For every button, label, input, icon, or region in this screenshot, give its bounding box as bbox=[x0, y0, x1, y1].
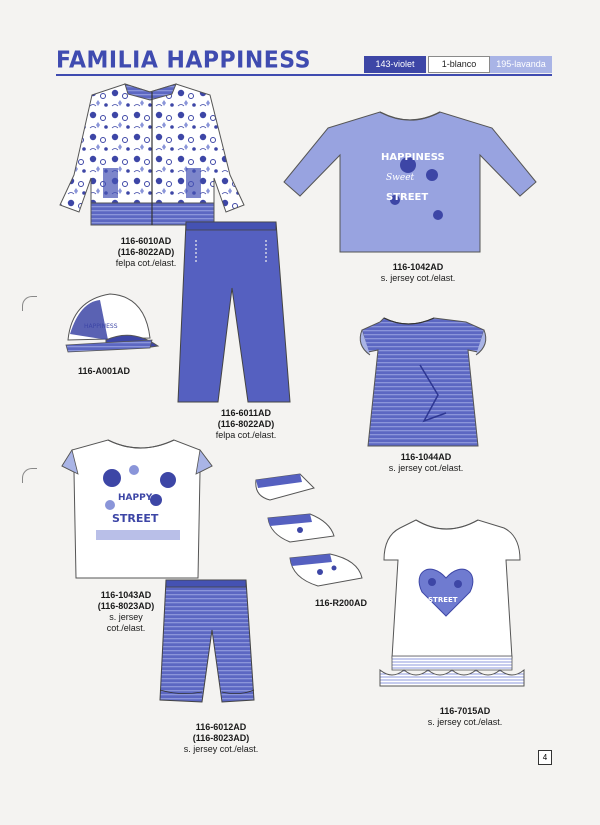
item-code: 116-6011AD bbox=[220, 408, 272, 418]
white-tee-print-street: STREET bbox=[112, 512, 159, 525]
color-swatch-blanco: 1-blanco bbox=[428, 56, 490, 73]
item-code: 116-6010AD bbox=[120, 236, 172, 246]
label-socks bbox=[296, 598, 386, 609]
item-code: 116-1043AD bbox=[100, 590, 152, 600]
item-code-secondary: (116-8022AD) bbox=[217, 419, 275, 429]
dress-illustration bbox=[380, 520, 524, 686]
item-code: 116-R200AD bbox=[314, 598, 368, 608]
white-tee-print-happy: HAPPY bbox=[118, 493, 153, 503]
item-fabric: s. jersey cot./elast. bbox=[380, 273, 456, 283]
color-swatch-violet: 143-violet bbox=[364, 56, 426, 73]
item-code: 116-7015AD bbox=[439, 706, 491, 716]
item-code-secondary: (116-8023AD) bbox=[192, 733, 250, 743]
item-fabric: s. jersey cot./elast. bbox=[388, 463, 464, 473]
white-tee-illustration bbox=[62, 440, 212, 578]
socks-illustration bbox=[256, 474, 362, 586]
item-fabric: s. jersey cot./elast. bbox=[427, 717, 503, 727]
jacket-illustration bbox=[60, 84, 244, 225]
item-fabric: s. jersey cot./elast. bbox=[183, 744, 259, 754]
label-leggings bbox=[166, 722, 276, 755]
label-jacket bbox=[96, 236, 196, 269]
item-code: 116-1044AD bbox=[400, 452, 452, 462]
item-fabric: felpa cot./elast. bbox=[215, 430, 277, 440]
label-dress bbox=[410, 706, 520, 728]
cap-illustration bbox=[66, 294, 158, 352]
item-code-secondary: (116-8022AD) bbox=[117, 247, 175, 257]
label-cap bbox=[64, 366, 144, 377]
label-longsleeve bbox=[358, 262, 478, 284]
item-fabric: s. jersey bbox=[109, 612, 143, 622]
longsleeve-print-street: STREET bbox=[386, 192, 429, 203]
label-ruffle-tee bbox=[366, 452, 486, 474]
label-pants bbox=[196, 408, 296, 441]
color-swatch-lavanda: 195-lavanda bbox=[490, 56, 552, 73]
label-white-tee bbox=[76, 590, 176, 634]
dress-print-street: STREET bbox=[428, 596, 458, 604]
page-title: FAMILIA HAPPINESS bbox=[56, 47, 312, 74]
longsleeve-print-sweet: Sweet bbox=[386, 173, 415, 183]
longsleeve-print-happiness: HAPPINESS bbox=[381, 152, 445, 163]
item-code-secondary: (116-8023AD) bbox=[97, 601, 155, 611]
item-code: 116-1042AD bbox=[392, 262, 444, 272]
ruffle-tee-illustration bbox=[360, 318, 486, 446]
page-number: 4 bbox=[538, 750, 552, 765]
item-fabric: felpa cot./elast. bbox=[115, 258, 177, 268]
item-fabric-line2: cot./elast. bbox=[106, 623, 146, 633]
item-code: 116-A001AD bbox=[77, 366, 131, 376]
cap-print: HAPPINESS bbox=[84, 323, 118, 330]
item-code: 116-6012AD bbox=[195, 722, 247, 732]
longsleeve-tee-illustration bbox=[284, 112, 536, 252]
